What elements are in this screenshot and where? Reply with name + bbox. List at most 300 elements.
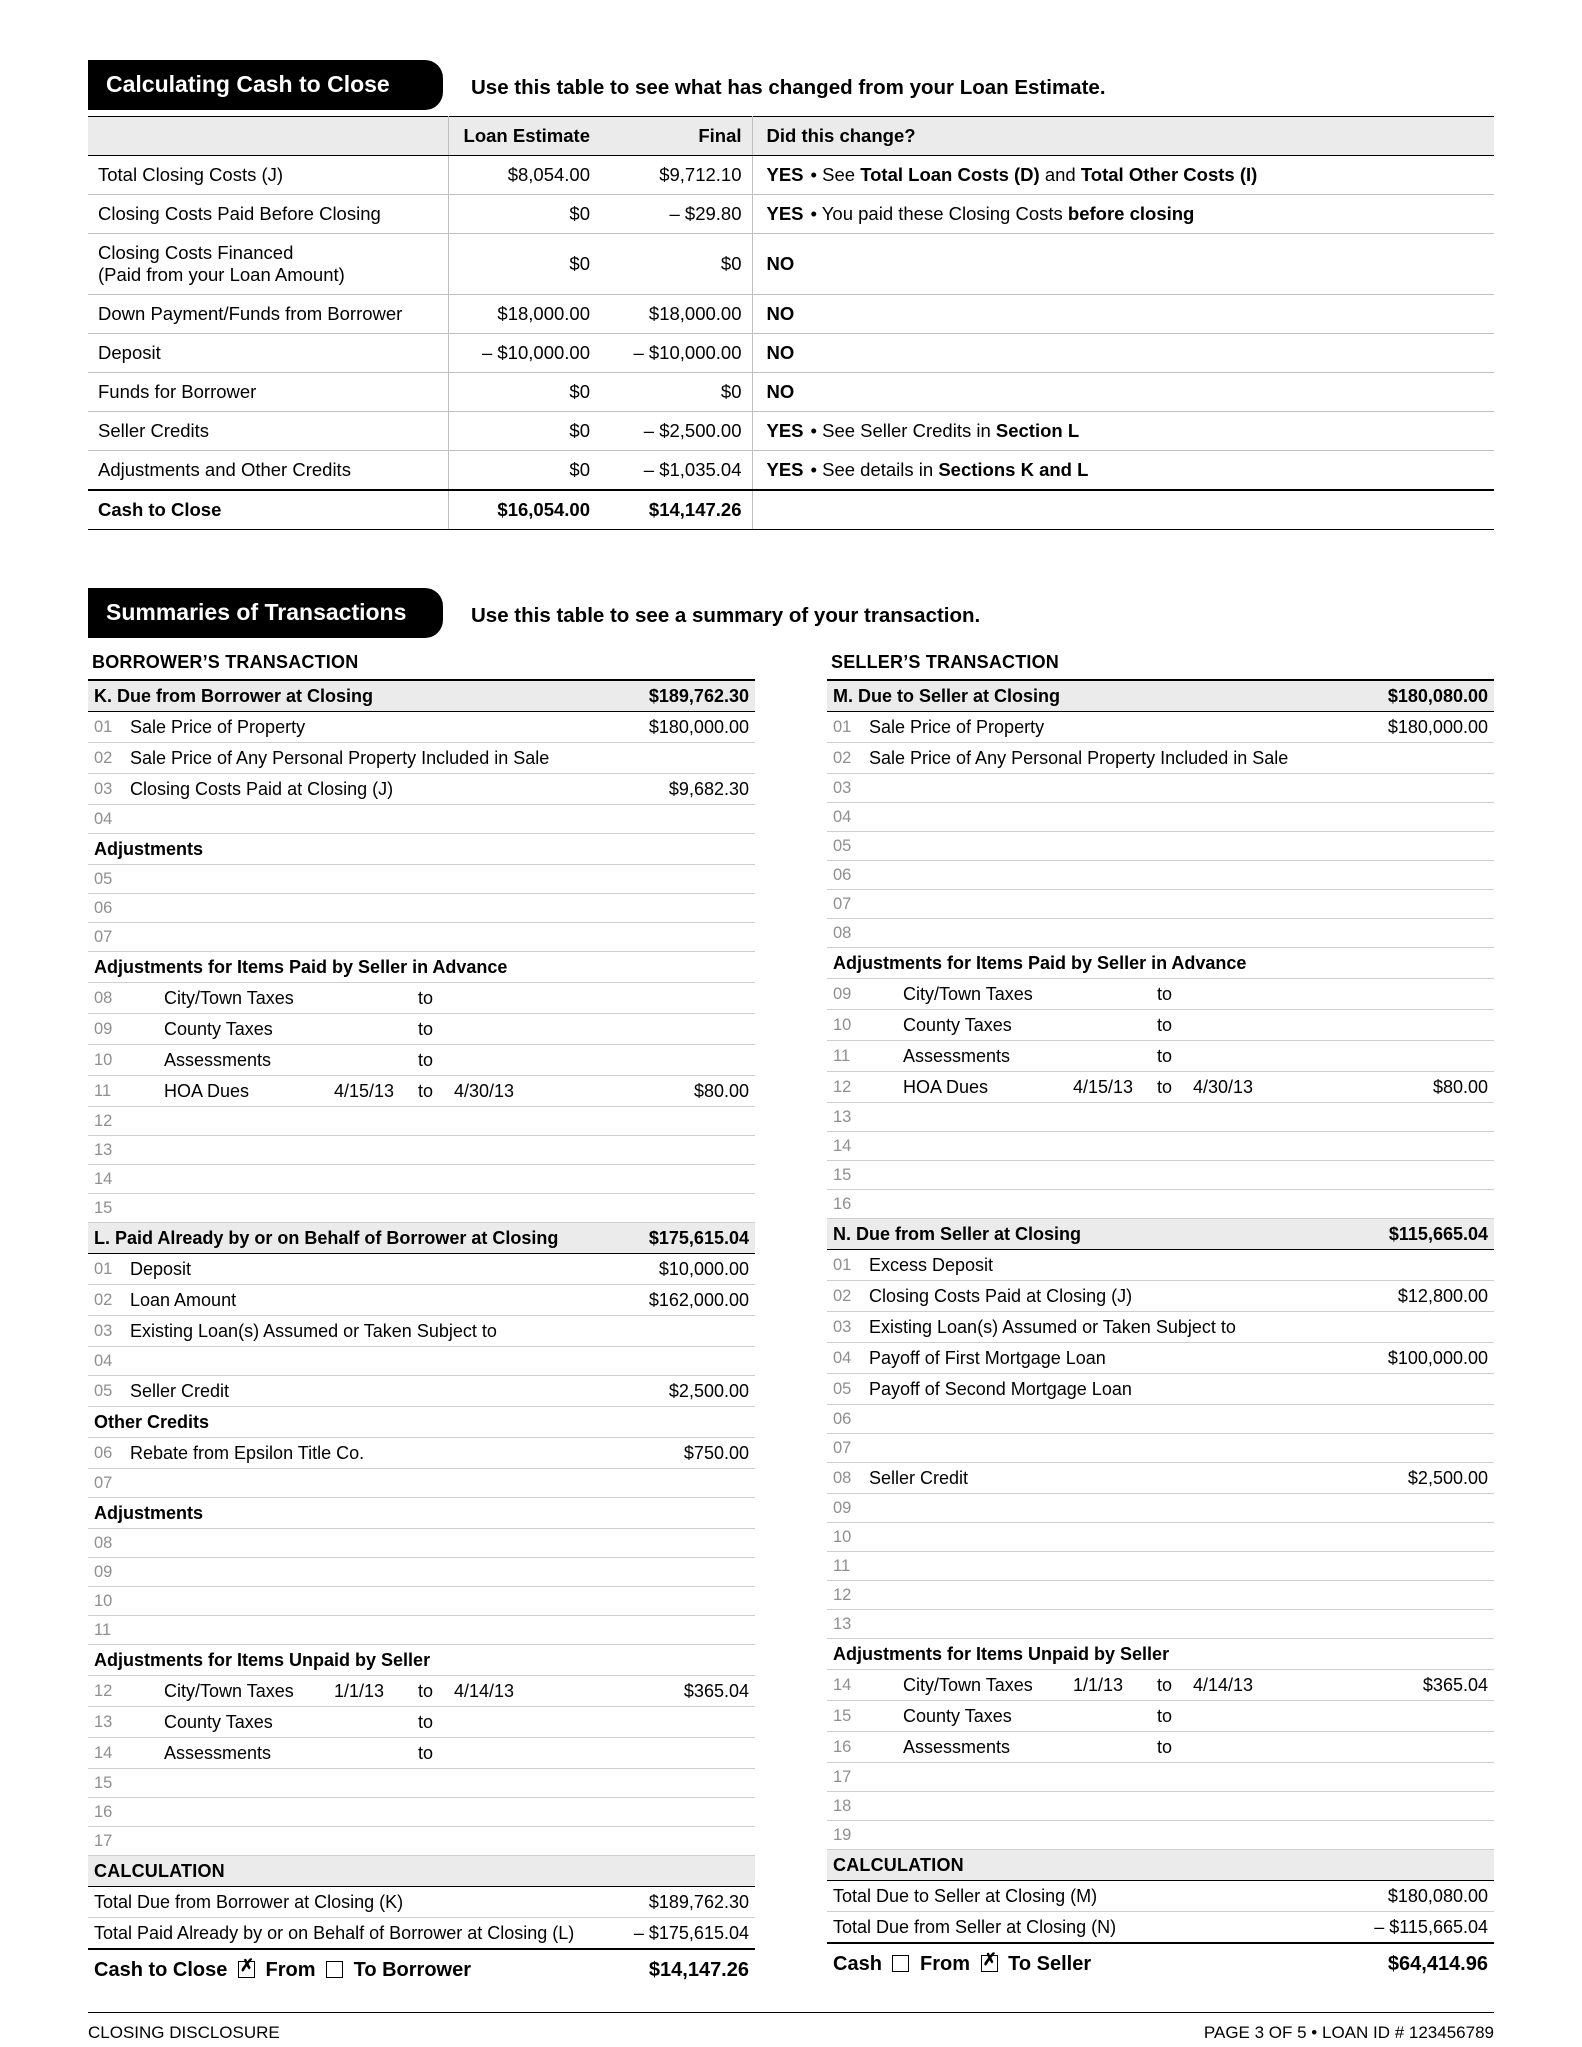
line-amount [1362, 1250, 1494, 1281]
line-amount [623, 1827, 755, 1856]
line-number: 04 [88, 805, 124, 834]
line-description [863, 890, 1362, 919]
final-value: – $1,035.04 [600, 451, 752, 491]
line-amount [1362, 1374, 1494, 1405]
line-item-row [88, 1165, 755, 1194]
line-amount [1362, 890, 1494, 919]
date-separator: to [1157, 1076, 1173, 1097]
line-description [863, 1523, 1362, 1552]
line-number: 15 [88, 1194, 124, 1223]
change-flag: YES [766, 203, 804, 224]
line-description [124, 1347, 623, 1376]
line-amount [1362, 1523, 1494, 1552]
line-description [124, 1558, 623, 1587]
line-amount [623, 1347, 755, 1376]
line-amount [623, 805, 755, 834]
line-item-row [88, 1107, 755, 1136]
line-description [124, 1769, 623, 1798]
page-footer [88, 2012, 1494, 2043]
line-amount [1362, 1732, 1494, 1763]
line-description [124, 1014, 623, 1045]
line-amount [1362, 1010, 1494, 1041]
line-item-row [88, 774, 755, 805]
line-description [124, 1045, 623, 1076]
calculation-blank [623, 1856, 755, 1887]
borrower-column-title: BORROWER’S TRANSACTION [88, 646, 755, 680]
summaries-section-header [88, 588, 1494, 638]
line-description: Sale Price of Property [863, 712, 1362, 743]
line-description [863, 1494, 1362, 1523]
change-note: • See Total Loan Costs (D) and Total Other Costs (I) [810, 164, 1258, 185]
checkbox-to[interactable] [981, 1955, 998, 1972]
cash-amount: $64,414.96 [1362, 1943, 1494, 1980]
line-description: Excess Deposit [863, 1250, 1362, 1281]
line-description [124, 1194, 623, 1223]
cash-to-close-table [88, 116, 1494, 530]
line-description [863, 861, 1362, 890]
line-number: 07 [827, 1434, 863, 1463]
calculation-row-label: Total Due from Borrower at Closing (K) [88, 1887, 623, 1918]
line-item-date-row [88, 983, 755, 1014]
line-description [124, 1616, 623, 1645]
line-item-row [88, 1616, 755, 1645]
line-number: 15 [827, 1161, 863, 1190]
line-amount [1362, 1312, 1494, 1343]
line-item-row [827, 1434, 1494, 1463]
calculation-label: CALCULATION [88, 1856, 623, 1887]
line-number: 05 [88, 1376, 124, 1407]
line-description [863, 1103, 1362, 1132]
row-label: Deposit [88, 334, 448, 373]
line-description: Seller Credit [124, 1376, 623, 1407]
line-number: 07 [88, 1469, 124, 1498]
unpaid-by-seller-subhead [88, 1645, 755, 1676]
line-item-row [88, 894, 755, 923]
line-amount [623, 1014, 755, 1045]
line-number: 01 [827, 1250, 863, 1281]
line-number: 17 [827, 1763, 863, 1792]
line-number: 02 [88, 1285, 124, 1316]
line-description [863, 1434, 1362, 1463]
line-amount [623, 1107, 755, 1136]
line-amount [1362, 1763, 1494, 1792]
date-separator: to [418, 987, 434, 1008]
subhead-label: Adjustments [88, 834, 755, 865]
date-separator: to [1157, 1045, 1173, 1066]
loan-estimate-value: $0 [569, 459, 590, 480]
line-number: 16 [827, 1732, 863, 1763]
subhead-label: Adjustments for Items Paid by Seller in Advance [827, 948, 1494, 979]
date-from [334, 1712, 418, 1733]
line-item-row [827, 1250, 1494, 1281]
line-item-row [88, 1438, 755, 1469]
table-header-row [88, 117, 1494, 156]
line-number: 08 [88, 1529, 124, 1558]
footer-left: CLOSING DISCLOSURE [88, 2023, 280, 2042]
footer-right: PAGE 3 OF 5 • LOAN ID # 123456789 [1203, 2023, 1494, 2042]
line-description [124, 1587, 623, 1616]
line-description [863, 979, 1362, 1010]
band-amount: $189,762.30 [623, 681, 755, 712]
band-amount: $115,665.04 [1362, 1219, 1494, 1250]
line-item-row [88, 743, 755, 774]
line-number: 16 [827, 1190, 863, 1219]
date-separator: to [1157, 1705, 1173, 1726]
from-label: From [914, 1953, 976, 1975]
line-amount [623, 865, 755, 894]
line-number: 07 [88, 923, 124, 952]
line-amount: $10,000.00 [623, 1254, 755, 1285]
line-amount [1362, 1434, 1494, 1463]
date-separator: to [418, 1080, 434, 1101]
date-row-label: Assessments [903, 1045, 1011, 1066]
date-to: 4/14/13 [1193, 1674, 1254, 1695]
line-description [863, 1132, 1362, 1161]
date-row-label: County Taxes [903, 1014, 1012, 1035]
line-amount [1362, 1494, 1494, 1523]
line-amount [623, 1165, 755, 1194]
line-amount: $100,000.00 [1362, 1343, 1494, 1374]
subhead-label: Adjustments for Items Unpaid by Seller [827, 1639, 1494, 1670]
date-separator: to [418, 1711, 434, 1732]
band-label: N. Due from Seller at Closing [827, 1219, 1362, 1250]
calculation-band [88, 1856, 755, 1887]
cash-to-close-row-final [88, 1949, 755, 1986]
paid-in-advance-subhead [827, 948, 1494, 979]
line-number: 02 [827, 1281, 863, 1312]
line-number: 12 [827, 1581, 863, 1610]
loan-estimate-value: $8,054.00 [448, 156, 600, 195]
date-from [1073, 984, 1157, 1005]
date-row-label: City/Town Taxes [903, 983, 1033, 1004]
line-number: 01 [827, 712, 863, 743]
line-item-row [827, 861, 1494, 890]
line-number: 02 [827, 743, 863, 774]
line-description: Existing Loan(s) Assumed or Taken Subject to [124, 1316, 623, 1347]
line-amount [623, 983, 755, 1014]
line-description: Loan Amount [124, 1285, 623, 1316]
line-description [863, 1190, 1362, 1219]
line-amount [623, 1529, 755, 1558]
line-item-date-row [827, 1701, 1494, 1732]
line-amount [623, 743, 755, 774]
change-flag: YES [766, 420, 804, 441]
line-amount [1362, 1792, 1494, 1821]
line-amount [623, 1316, 755, 1347]
line-item-row [827, 1552, 1494, 1581]
line-number: 19 [827, 1821, 863, 1850]
line-amount [1362, 743, 1494, 774]
line-description [863, 1732, 1362, 1763]
line-number: 09 [827, 1494, 863, 1523]
line-number: 08 [88, 983, 124, 1014]
line-number: 14 [88, 1738, 124, 1769]
date-separator: to [1157, 1736, 1173, 1757]
calculation-row-amount: $180,080.00 [1362, 1881, 1494, 1912]
line-item-row [827, 1281, 1494, 1312]
line-number: 01 [88, 712, 124, 743]
paid-in-advance-subhead [88, 952, 755, 983]
line-description [863, 919, 1362, 948]
line-number: 13 [88, 1707, 124, 1738]
line-amount: $2,500.00 [1362, 1463, 1494, 1494]
line-amount: $12,800.00 [1362, 1281, 1494, 1312]
line-amount [1362, 979, 1494, 1010]
line-item-row [88, 805, 755, 834]
calculation-label: CALCULATION [827, 1850, 1362, 1881]
line-amount [623, 1738, 755, 1769]
seller-column-title: SELLER’S TRANSACTION [827, 646, 1494, 680]
line-number: 14 [88, 1165, 124, 1194]
line-item-row [827, 1821, 1494, 1850]
line-amount: $80.00 [1362, 1072, 1494, 1103]
line-item-row [88, 1136, 755, 1165]
line-amount [1362, 861, 1494, 890]
line-item-row [88, 1769, 755, 1798]
line-item-row [827, 1792, 1494, 1821]
did-this-change-cell [752, 451, 1494, 491]
date-from [334, 1019, 418, 1040]
line-number: 06 [88, 894, 124, 923]
line-number: 10 [827, 1523, 863, 1552]
date-separator: to [418, 1018, 434, 1039]
line-item-date-row [88, 1738, 755, 1769]
line-item-row [827, 1103, 1494, 1132]
line-number: 18 [827, 1792, 863, 1821]
line-description: Seller Credit [863, 1463, 1362, 1494]
cash-to-close-row [88, 295, 1494, 334]
line-number: 09 [88, 1558, 124, 1587]
total-final: $14,147.26 [600, 490, 752, 530]
final-value: – $29.80 [600, 195, 752, 234]
line-description [863, 1821, 1362, 1850]
line-item-row [88, 1558, 755, 1587]
line-description [863, 803, 1362, 832]
line-description [863, 1763, 1362, 1792]
cash-to-close-row [88, 195, 1494, 234]
line-number: 06 [827, 861, 863, 890]
line-item-row [827, 1610, 1494, 1639]
calculation-row-label: Total Due from Seller at Closing (N) [827, 1912, 1362, 1944]
line-number: 08 [827, 1463, 863, 1494]
line-description [863, 1161, 1362, 1190]
line-item-date-row [827, 1041, 1494, 1072]
line-description [863, 832, 1362, 861]
line-description [124, 1107, 623, 1136]
line-item-row [88, 865, 755, 894]
row-label: Closing Costs Paid Before Closing [88, 195, 448, 234]
line-amount [1362, 774, 1494, 803]
cash-to-close-row [88, 412, 1494, 451]
date-separator: to [418, 1680, 434, 1701]
did-this-change-cell [752, 373, 1494, 412]
line-amount: $162,000.00 [623, 1285, 755, 1316]
loan-estimate-value: $18,000.00 [448, 295, 600, 334]
date-row-label: HOA Dues [164, 1080, 250, 1101]
line-description: Closing Costs Paid at Closing (J) [124, 774, 623, 805]
line-description [124, 1798, 623, 1827]
change-note: • You paid these Closing Costs before closing [810, 203, 1195, 224]
date-from: 1/1/13 [334, 1680, 385, 1701]
line-number: 03 [827, 774, 863, 803]
did-this-change-cell [752, 412, 1494, 451]
band-label: L. Paid Already by or on Behalf of Borrower at Closing [88, 1223, 623, 1254]
line-amount [1362, 1581, 1494, 1610]
line-description: Sale Price of Property [124, 712, 623, 743]
line-description [124, 1827, 623, 1856]
line-amount: $180,000.00 [623, 712, 755, 743]
date-to: 4/30/13 [1193, 1076, 1254, 1097]
did-this-change-cell [752, 156, 1494, 195]
summaries-caption: Use this table to see a summary of your transaction. [471, 604, 981, 627]
line-number: 14 [827, 1670, 863, 1701]
line-amount: $2,500.00 [623, 1376, 755, 1407]
line-number: 13 [88, 1136, 124, 1165]
final-value: $18,000.00 [600, 295, 752, 334]
line-number: 04 [827, 1343, 863, 1374]
line-number: 02 [88, 743, 124, 774]
line-number: 12 [827, 1072, 863, 1103]
date-separator: to [1157, 983, 1173, 1004]
loan-estimate-value: $0 [448, 412, 600, 451]
line-item-date-row [88, 1014, 755, 1045]
line-number: 13 [827, 1610, 863, 1639]
line-description [863, 1670, 1362, 1701]
calculation-row-amount: – $115,665.04 [1362, 1912, 1494, 1944]
line-number: 12 [88, 1676, 124, 1707]
cash-to-close-title: Calculating Cash to Close [88, 60, 443, 110]
line-amount: $80.00 [623, 1076, 755, 1107]
band-label: K. Due from Borrower at Closing [88, 681, 623, 712]
column-header-did-this-change: Did this change? [752, 117, 1494, 156]
to-label: To Seller [1002, 1953, 1092, 1975]
line-item-row [827, 1190, 1494, 1219]
checkbox-from[interactable] [238, 1961, 255, 1978]
line-description [124, 1676, 623, 1707]
calculation-row [827, 1881, 1494, 1912]
line-amount [623, 1558, 755, 1587]
line-number: 11 [88, 1076, 124, 1107]
line-item-row [88, 1827, 755, 1856]
did-this-change-cell [752, 334, 1494, 373]
line-number: 11 [827, 1041, 863, 1072]
date-from [1073, 1706, 1157, 1727]
subhead-label: Adjustments for Items Paid by Seller in Advance [88, 952, 755, 983]
date-row-label: City/Town Taxes [903, 1674, 1033, 1695]
cash-to-close-row [88, 451, 1494, 491]
section-n-band [827, 1219, 1494, 1250]
line-item-row [827, 890, 1494, 919]
calculation-row [88, 1887, 755, 1918]
date-from: 4/15/13 [1073, 1076, 1134, 1097]
checkbox-to[interactable] [326, 1961, 343, 1978]
line-number: 05 [827, 1374, 863, 1405]
change-flag: YES [766, 164, 804, 185]
line-number: 15 [88, 1769, 124, 1798]
line-number: 01 [88, 1254, 124, 1285]
cash-to-close-caption: Use this table to see what has changed from your Loan Estimate. [471, 76, 1106, 99]
line-amount [623, 1194, 755, 1223]
line-description [124, 1738, 623, 1769]
line-amount [1362, 1041, 1494, 1072]
line-number: 08 [827, 919, 863, 948]
line-item-row [827, 803, 1494, 832]
line-item-row [827, 1343, 1494, 1374]
column-header-blank [88, 117, 448, 156]
line-amount [1362, 1610, 1494, 1639]
change-note: • See Seller Credits in Section L [810, 420, 1080, 441]
cash-to-close-row [88, 156, 1494, 195]
line-number: 07 [827, 890, 863, 919]
line-amount [623, 894, 755, 923]
change-flag: NO [766, 303, 795, 324]
date-to: 4/30/13 [454, 1080, 515, 1101]
row-label: Seller Credits [88, 412, 448, 451]
total-loan-estimate: $16,054.00 [448, 490, 600, 530]
line-description [124, 1165, 623, 1194]
final-value: – $2,500.00 [600, 412, 752, 451]
line-description [863, 1792, 1362, 1821]
line-description [863, 1405, 1362, 1434]
line-amount: $365.04 [1362, 1670, 1494, 1701]
line-description [124, 1076, 623, 1107]
checkbox-from[interactable] [892, 1955, 909, 1972]
line-item-row [88, 1798, 755, 1827]
line-item-row [88, 1529, 755, 1558]
cash-label: Cash to Close [94, 1959, 233, 1981]
line-amount [1362, 1821, 1494, 1850]
line-number: 17 [88, 1827, 124, 1856]
line-description [863, 774, 1362, 803]
to-label: To Borrower [348, 1959, 472, 1981]
date-row-label: County Taxes [164, 1018, 273, 1039]
line-item-date-row [827, 979, 1494, 1010]
date-row-label: County Taxes [164, 1711, 273, 1732]
line-description [124, 1529, 623, 1558]
line-number: 12 [88, 1107, 124, 1136]
adjustments-subhead [88, 834, 755, 865]
section-l-band [88, 1223, 755, 1254]
change-note: • See details in Sections K and L [810, 459, 1089, 480]
line-amount [623, 1469, 755, 1498]
date-row-label: City/Town Taxes [164, 987, 294, 1008]
line-amount [1362, 1103, 1494, 1132]
total-change [752, 490, 1494, 530]
calculation-row [88, 1918, 755, 1950]
line-amount: $750.00 [623, 1438, 755, 1469]
cash-to-close-row [88, 234, 1494, 295]
line-item-row [88, 1316, 755, 1347]
row-label: Total Closing Costs (J) [88, 156, 448, 195]
date-row-label: County Taxes [903, 1705, 1012, 1726]
line-item-row [88, 1469, 755, 1498]
section-k-band [88, 681, 755, 712]
line-description: Existing Loan(s) Assumed or Taken Subject to [863, 1312, 1362, 1343]
line-amount [1362, 1132, 1494, 1161]
date-row-label: City/Town Taxes [164, 1680, 294, 1701]
line-number: 03 [88, 774, 124, 805]
final-value: $0 [600, 234, 752, 295]
calculation-blank [1362, 1850, 1494, 1881]
line-description [124, 865, 623, 894]
final-value: $9,712.10 [600, 156, 752, 195]
line-item-row [827, 1494, 1494, 1523]
line-item-row [827, 1312, 1494, 1343]
line-number: 16 [88, 1798, 124, 1827]
line-item-row [88, 1194, 755, 1223]
date-row-label: Assessments [164, 1742, 272, 1763]
line-description [124, 1469, 623, 1498]
